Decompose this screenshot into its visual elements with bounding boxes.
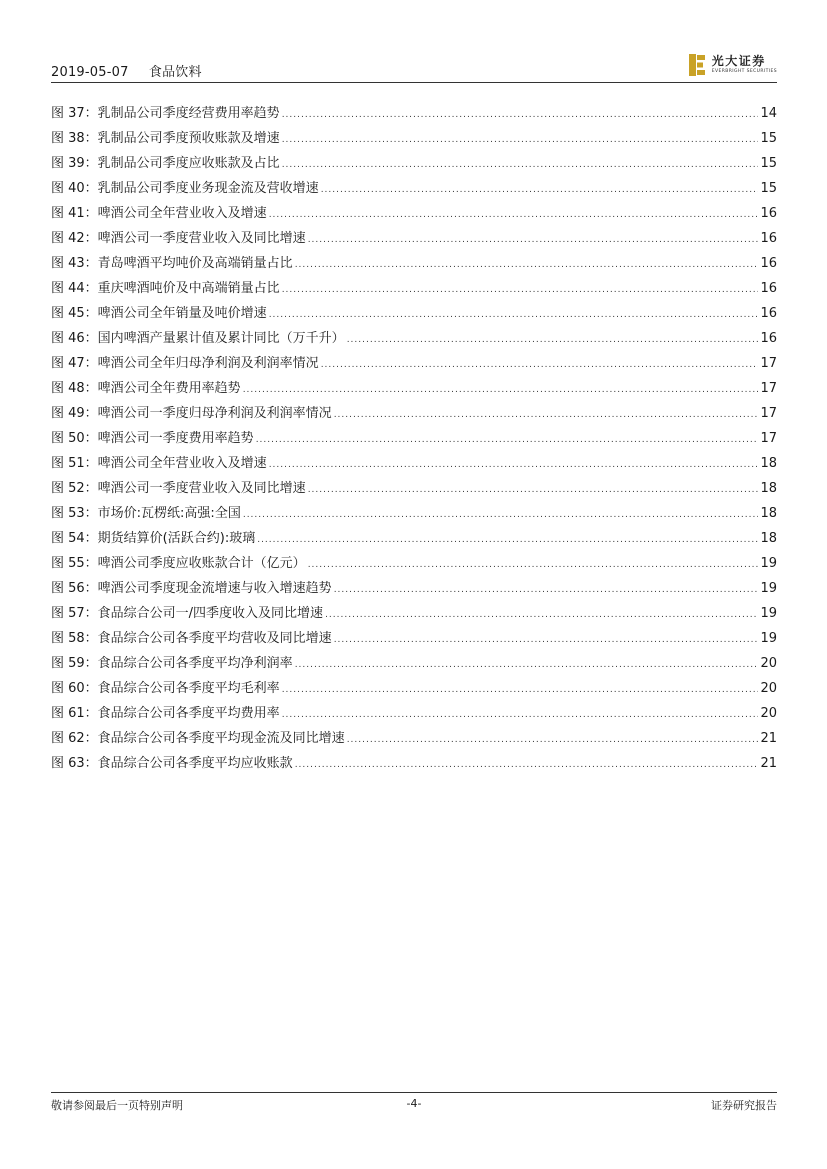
toc-dot-leader: [282, 710, 759, 720]
toc-entry-title: 图 50：啤酒公司一季度费用率趋势: [51, 431, 254, 446]
toc-entry[interactable]: [51, 752, 777, 777]
toc-dot-leader: [295, 260, 759, 270]
toc-entry-page: 19: [760, 631, 777, 646]
toc-entry-title: 图 38：乳制品公司季度预收账款及增速: [51, 131, 280, 146]
toc-entry[interactable]: [51, 677, 777, 702]
figure-index-list: [51, 102, 777, 777]
toc-dot-leader: [325, 610, 758, 620]
toc-dot-leader: [269, 310, 759, 320]
toc-entry-title: 图 40：乳制品公司季度业务现金流及营收增速: [51, 181, 319, 196]
footer-divider: [51, 1092, 777, 1093]
toc-entry[interactable]: [51, 502, 777, 527]
toc-entry[interactable]: [51, 427, 777, 452]
toc-entry[interactable]: [51, 352, 777, 377]
report-date: 2019-05-07: [51, 65, 129, 80]
toc-entry[interactable]: [51, 302, 777, 327]
company-logo: [689, 52, 777, 78]
toc-entry-page: 18: [760, 531, 777, 546]
toc-dot-leader: [347, 735, 759, 745]
logo-text: [712, 55, 777, 75]
toc-entry[interactable]: [51, 377, 777, 402]
logo-english-name: EVERBRIGHT SECURITIES: [711, 69, 777, 75]
toc-entry-page: 17: [760, 431, 777, 446]
toc-dot-leader: [295, 660, 759, 670]
toc-dot-leader: [282, 685, 759, 695]
toc-dot-leader: [321, 185, 759, 195]
toc-entry-title: 图 42：啤酒公司一季度营业收入及同比增速: [51, 231, 306, 246]
toc-dot-leader: [282, 135, 759, 145]
footer-page-number: -4-: [406, 1097, 422, 1110]
toc-entry[interactable]: [51, 227, 777, 252]
toc-entry-page: 19: [760, 581, 777, 596]
toc-entry-title: 图 37：乳制品公司季度经营费用率趋势: [51, 106, 280, 121]
toc-entry-page: 17: [760, 406, 777, 421]
toc-dot-leader: [257, 535, 758, 545]
toc-dot-leader: [256, 435, 759, 445]
toc-dot-leader: [321, 360, 759, 370]
toc-entry-title: 图 55：啤酒公司季度应收账款合计（亿元）: [51, 556, 306, 571]
toc-entry-page: 16: [760, 331, 777, 346]
toc-entry-page: 16: [760, 231, 777, 246]
toc-entry-page: 14: [760, 106, 777, 121]
toc-entry-page: 18: [760, 481, 777, 496]
toc-entry[interactable]: [51, 277, 777, 302]
toc-entry-title: 图 51：啤酒公司全年营业收入及增速: [51, 456, 267, 471]
toc-entry-page: 21: [760, 731, 777, 746]
toc-entry-page: 21: [760, 756, 777, 771]
toc-entry[interactable]: [51, 452, 777, 477]
toc-entry[interactable]: [51, 652, 777, 677]
everbright-logo-icon: [689, 54, 707, 76]
toc-entry-page: 15: [760, 181, 777, 196]
toc-dot-leader: [334, 410, 759, 420]
toc-entry-page: 16: [760, 256, 777, 271]
toc-dot-leader: [347, 335, 759, 345]
toc-entry[interactable]: [51, 527, 777, 552]
toc-dot-leader: [334, 585, 759, 595]
toc-dot-leader: [308, 235, 759, 245]
toc-entry-title: 图 45：啤酒公司全年销量及吨价增速: [51, 306, 267, 321]
header-divider: [51, 82, 777, 83]
logo-chinese-name: 光大证券: [711, 54, 766, 69]
toc-entry[interactable]: [51, 577, 777, 602]
toc-dot-leader: [282, 160, 759, 170]
toc-entry-title: 图 44：重庆啤酒吨价及中高端销量占比: [51, 281, 280, 296]
toc-entry[interactable]: [51, 327, 777, 352]
toc-entry-title: 图 52：啤酒公司一季度营业收入及同比增速: [51, 481, 306, 496]
toc-entry-title: 图 57：食品综合公司一/四季度收入及同比增速: [51, 606, 324, 621]
toc-entry[interactable]: [51, 602, 777, 627]
toc-entry[interactable]: [51, 252, 777, 277]
toc-entry-page: 18: [760, 456, 777, 471]
footer-doc-type: 证券研究报告: [711, 1099, 777, 1112]
toc-entry[interactable]: [51, 127, 777, 152]
toc-entry[interactable]: [51, 702, 777, 727]
toc-entry-title: 图 39：乳制品公司季度应收账款及占比: [51, 156, 280, 171]
toc-entry-title: 图 47：啤酒公司全年归母净利润及利润率情况: [51, 356, 319, 371]
toc-entry-title: 图 61：食品综合公司各季度平均费用率: [51, 706, 280, 721]
toc-entry-page: 19: [760, 556, 777, 571]
toc-dot-leader: [269, 210, 759, 220]
toc-dot-leader: [269, 460, 759, 470]
toc-entry[interactable]: [51, 202, 777, 227]
toc-dot-leader: [295, 760, 759, 770]
page-header: [51, 52, 777, 82]
toc-entry[interactable]: [51, 477, 777, 502]
toc-entry-title: 图 62：食品综合公司各季度平均现金流及同比增速: [51, 731, 345, 746]
toc-entry[interactable]: [51, 177, 777, 202]
toc-dot-leader: [282, 110, 759, 120]
toc-entry-page: 16: [760, 306, 777, 321]
toc-entry-title: 图 60：食品综合公司各季度平均毛利率: [51, 681, 280, 696]
toc-entry-title: 图 56：啤酒公司季度现金流增速与收入增速趋势: [51, 581, 332, 596]
toc-entry-page: 17: [760, 356, 777, 371]
toc-entry-page: 15: [760, 156, 777, 171]
toc-entry-page: 16: [760, 206, 777, 221]
toc-entry[interactable]: [51, 552, 777, 577]
toc-entry-title: 图 54：期货结算价(活跃合约):玻璃: [51, 531, 256, 546]
toc-dot-leader: [308, 485, 759, 495]
header-info: [51, 61, 202, 80]
toc-entry-title: 图 53：市场价:瓦楞纸:高强:全国: [51, 506, 241, 521]
toc-entry-title: 图 46：国内啤酒产量累计值及累计同比（万千升）: [51, 331, 345, 346]
toc-entry-page: 17: [760, 381, 777, 396]
sector-name: 食品饮料: [148, 65, 202, 80]
toc-entry-title: 图 48：啤酒公司全年费用率趋势: [51, 381, 241, 396]
toc-entry-title: 图 43：青岛啤酒平均吨价及高端销量占比: [51, 256, 293, 271]
toc-dot-leader: [243, 510, 759, 520]
toc-entry-page: 15: [760, 131, 777, 146]
toc-entry-title: 图 49：啤酒公司一季度归母净利润及利润率情况: [51, 406, 332, 421]
toc-entry-page: 19: [760, 606, 777, 621]
toc-entry-title: 图 59：食品综合公司各季度平均净利润率: [51, 656, 293, 671]
toc-entry-title: 图 58：食品综合公司各季度平均营收及同比增速: [51, 631, 332, 646]
footer-disclaimer: 敬请参阅最后一页特别声明: [51, 1099, 183, 1112]
toc-entry-title: 图 41：啤酒公司全年营业收入及增速: [51, 206, 267, 221]
toc-entry[interactable]: [51, 102, 777, 127]
toc-dot-leader: [334, 635, 759, 645]
toc-entry[interactable]: [51, 627, 777, 652]
toc-entry-page: 20: [760, 706, 777, 721]
page-footer: [51, 1097, 777, 1113]
toc-dot-leader: [243, 385, 759, 395]
toc-entry[interactable]: [51, 152, 777, 177]
toc-entry-page: 18: [760, 506, 777, 521]
toc-entry-page: 16: [760, 281, 777, 296]
toc-entry-page: 20: [760, 656, 777, 671]
toc-dot-leader: [308, 560, 759, 570]
toc-entry[interactable]: [51, 727, 777, 752]
toc-entry-title: 图 63：食品综合公司各季度平均应收账款: [51, 756, 293, 771]
toc-entry-page: 20: [760, 681, 777, 696]
toc-dot-leader: [282, 285, 759, 295]
toc-entry[interactable]: [51, 402, 777, 427]
